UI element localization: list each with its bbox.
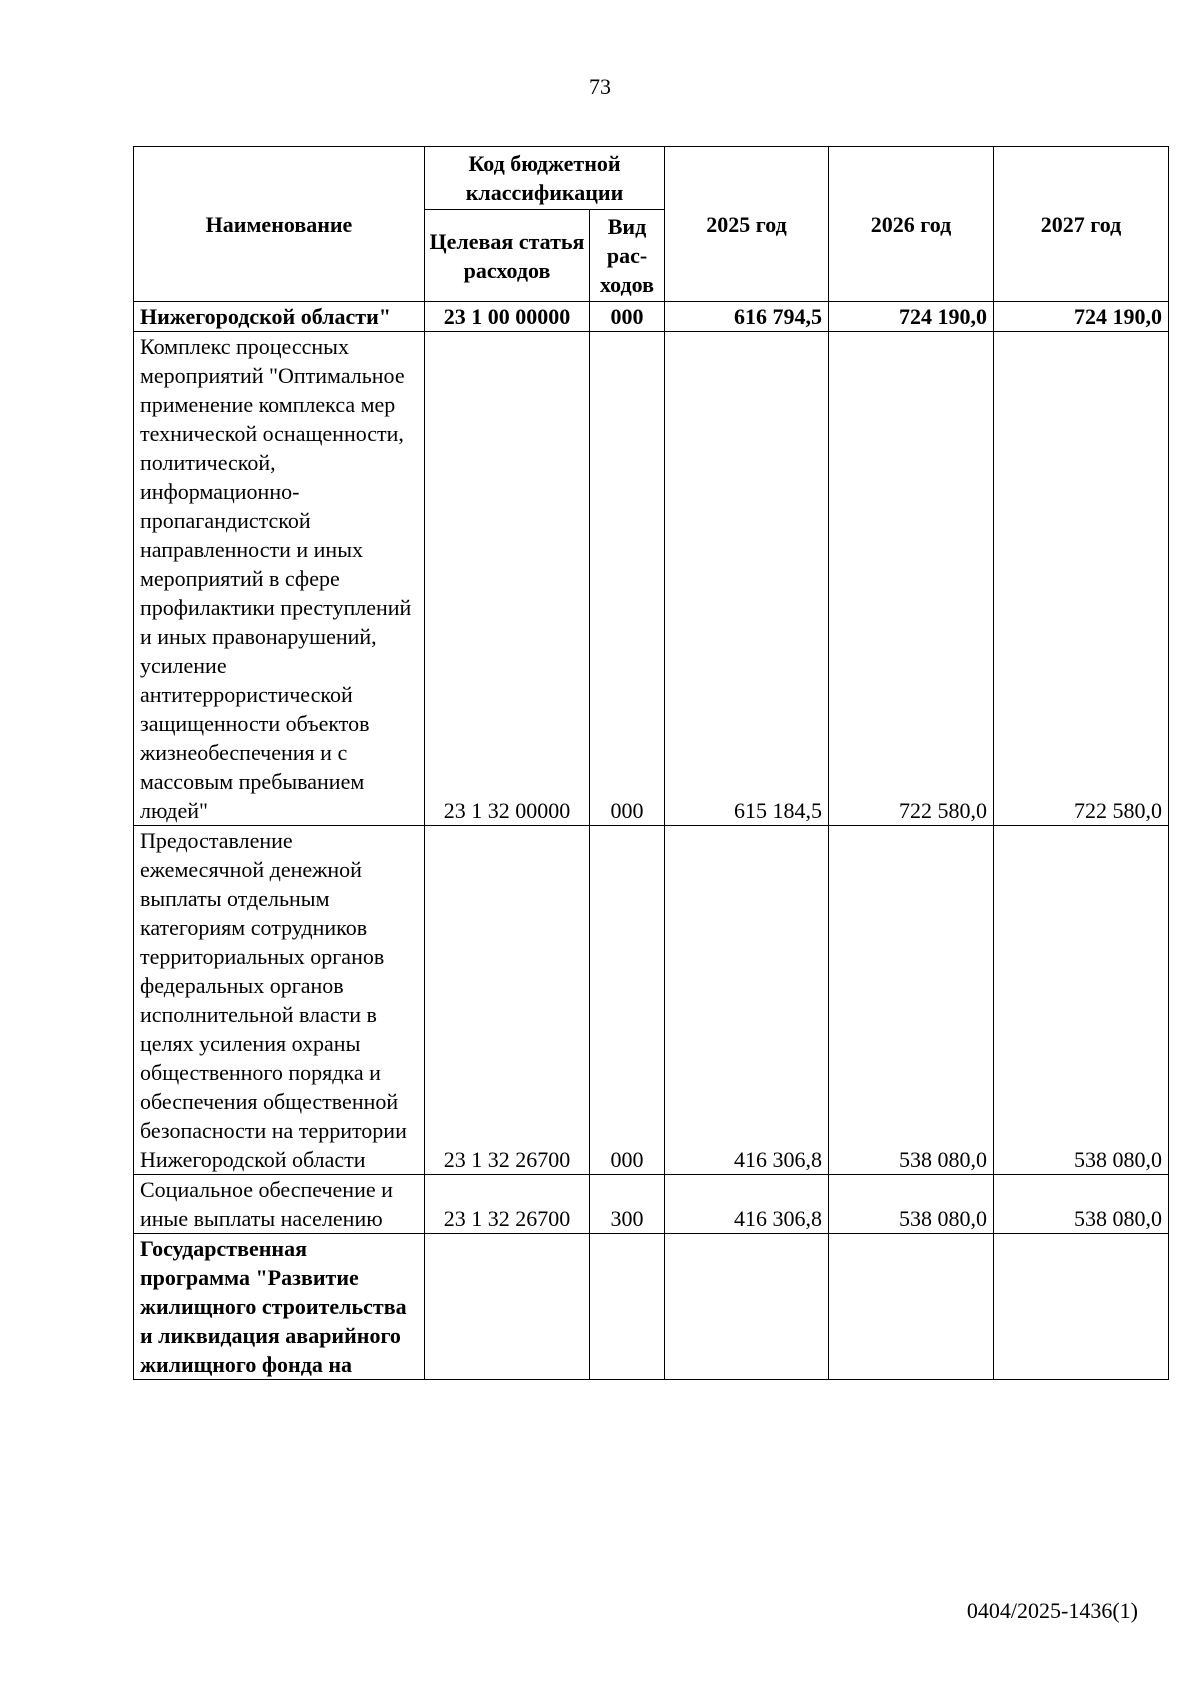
row-2025: 616 794,5 <box>665 302 829 332</box>
row-kind: 000 <box>590 826 665 1175</box>
row-name: Государственная программа "Развитие жилищного строительства и ликвидация аварийного жилищного фонда на <box>134 1234 425 1380</box>
row-2026: 538 080,0 <box>829 1175 994 1234</box>
table-row <box>134 1175 1169 1234</box>
row-2026: 724 190,0 <box>829 302 994 332</box>
header-target-article: Целевая статья расходов <box>425 210 590 302</box>
row-2026 <box>829 1234 994 1380</box>
header-code-group: Код бюджетной классификации <box>425 147 665 210</box>
table-row <box>134 1234 1169 1380</box>
row-kind: 000 <box>590 302 665 332</box>
table-row <box>134 332 1169 826</box>
header-expense-kind: Вид рас-ходов <box>590 210 665 302</box>
table-row <box>134 826 1169 1175</box>
row-2027 <box>994 1234 1169 1380</box>
row-2025: 416 306,8 <box>665 826 829 1175</box>
row-2027: 722 580,0 <box>994 332 1169 826</box>
document-code: 0404/2025-1436(1) <box>966 1598 1138 1623</box>
table-row <box>134 302 1169 332</box>
row-2027: 538 080,0 <box>994 826 1169 1175</box>
row-2027: 724 190,0 <box>994 302 1169 332</box>
header-2025: 2025 год <box>665 147 829 302</box>
row-2025: 416 306,8 <box>665 1175 829 1234</box>
row-kind: 000 <box>590 332 665 826</box>
row-code: 23 1 32 00000 <box>425 332 590 826</box>
row-2026: 722 580,0 <box>829 332 994 826</box>
row-code: 23 1 00 00000 <box>425 302 590 332</box>
row-2026: 538 080,0 <box>829 826 994 1175</box>
row-code: 23 1 32 26700 <box>425 1175 590 1234</box>
row-name: Комплекс процессных мероприятий "Оптимальное применение комплекса мер технической оснащенности, политической, информационно-пропагандистской направленности и иных мероприятий в сфере профилактики преступлений и иных правонарушений, усиление антитеррористической защищенности объектов жизнеобеспечения и с массовым пребыванием людей" <box>134 332 425 826</box>
header-2026: 2026 год <box>829 147 994 302</box>
row-code <box>425 1234 590 1380</box>
row-kind: 300 <box>590 1175 665 1234</box>
row-2027: 538 080,0 <box>994 1175 1169 1234</box>
row-2025: 615 184,5 <box>665 332 829 826</box>
row-name: Предоставление ежемесячной денежной выплаты отдельным категориям сотрудников территориальных органов федеральных органов исполнительной власти в целях усиления охраны общественного порядка и обеспечения общественной безопасности на территории Нижегородской области <box>134 826 425 1175</box>
row-kind <box>590 1234 665 1380</box>
row-2025 <box>665 1234 829 1380</box>
row-name: Социальное обеспечение и иные выплаты населению <box>134 1175 425 1234</box>
budget-table <box>133 146 1169 1380</box>
page-number: 73 <box>589 74 611 99</box>
header-2027: 2027 год <box>994 147 1169 302</box>
header-name: Наименование <box>134 147 425 302</box>
row-code: 23 1 32 26700 <box>425 826 590 1175</box>
row-name: Нижегородской области" <box>134 302 425 332</box>
